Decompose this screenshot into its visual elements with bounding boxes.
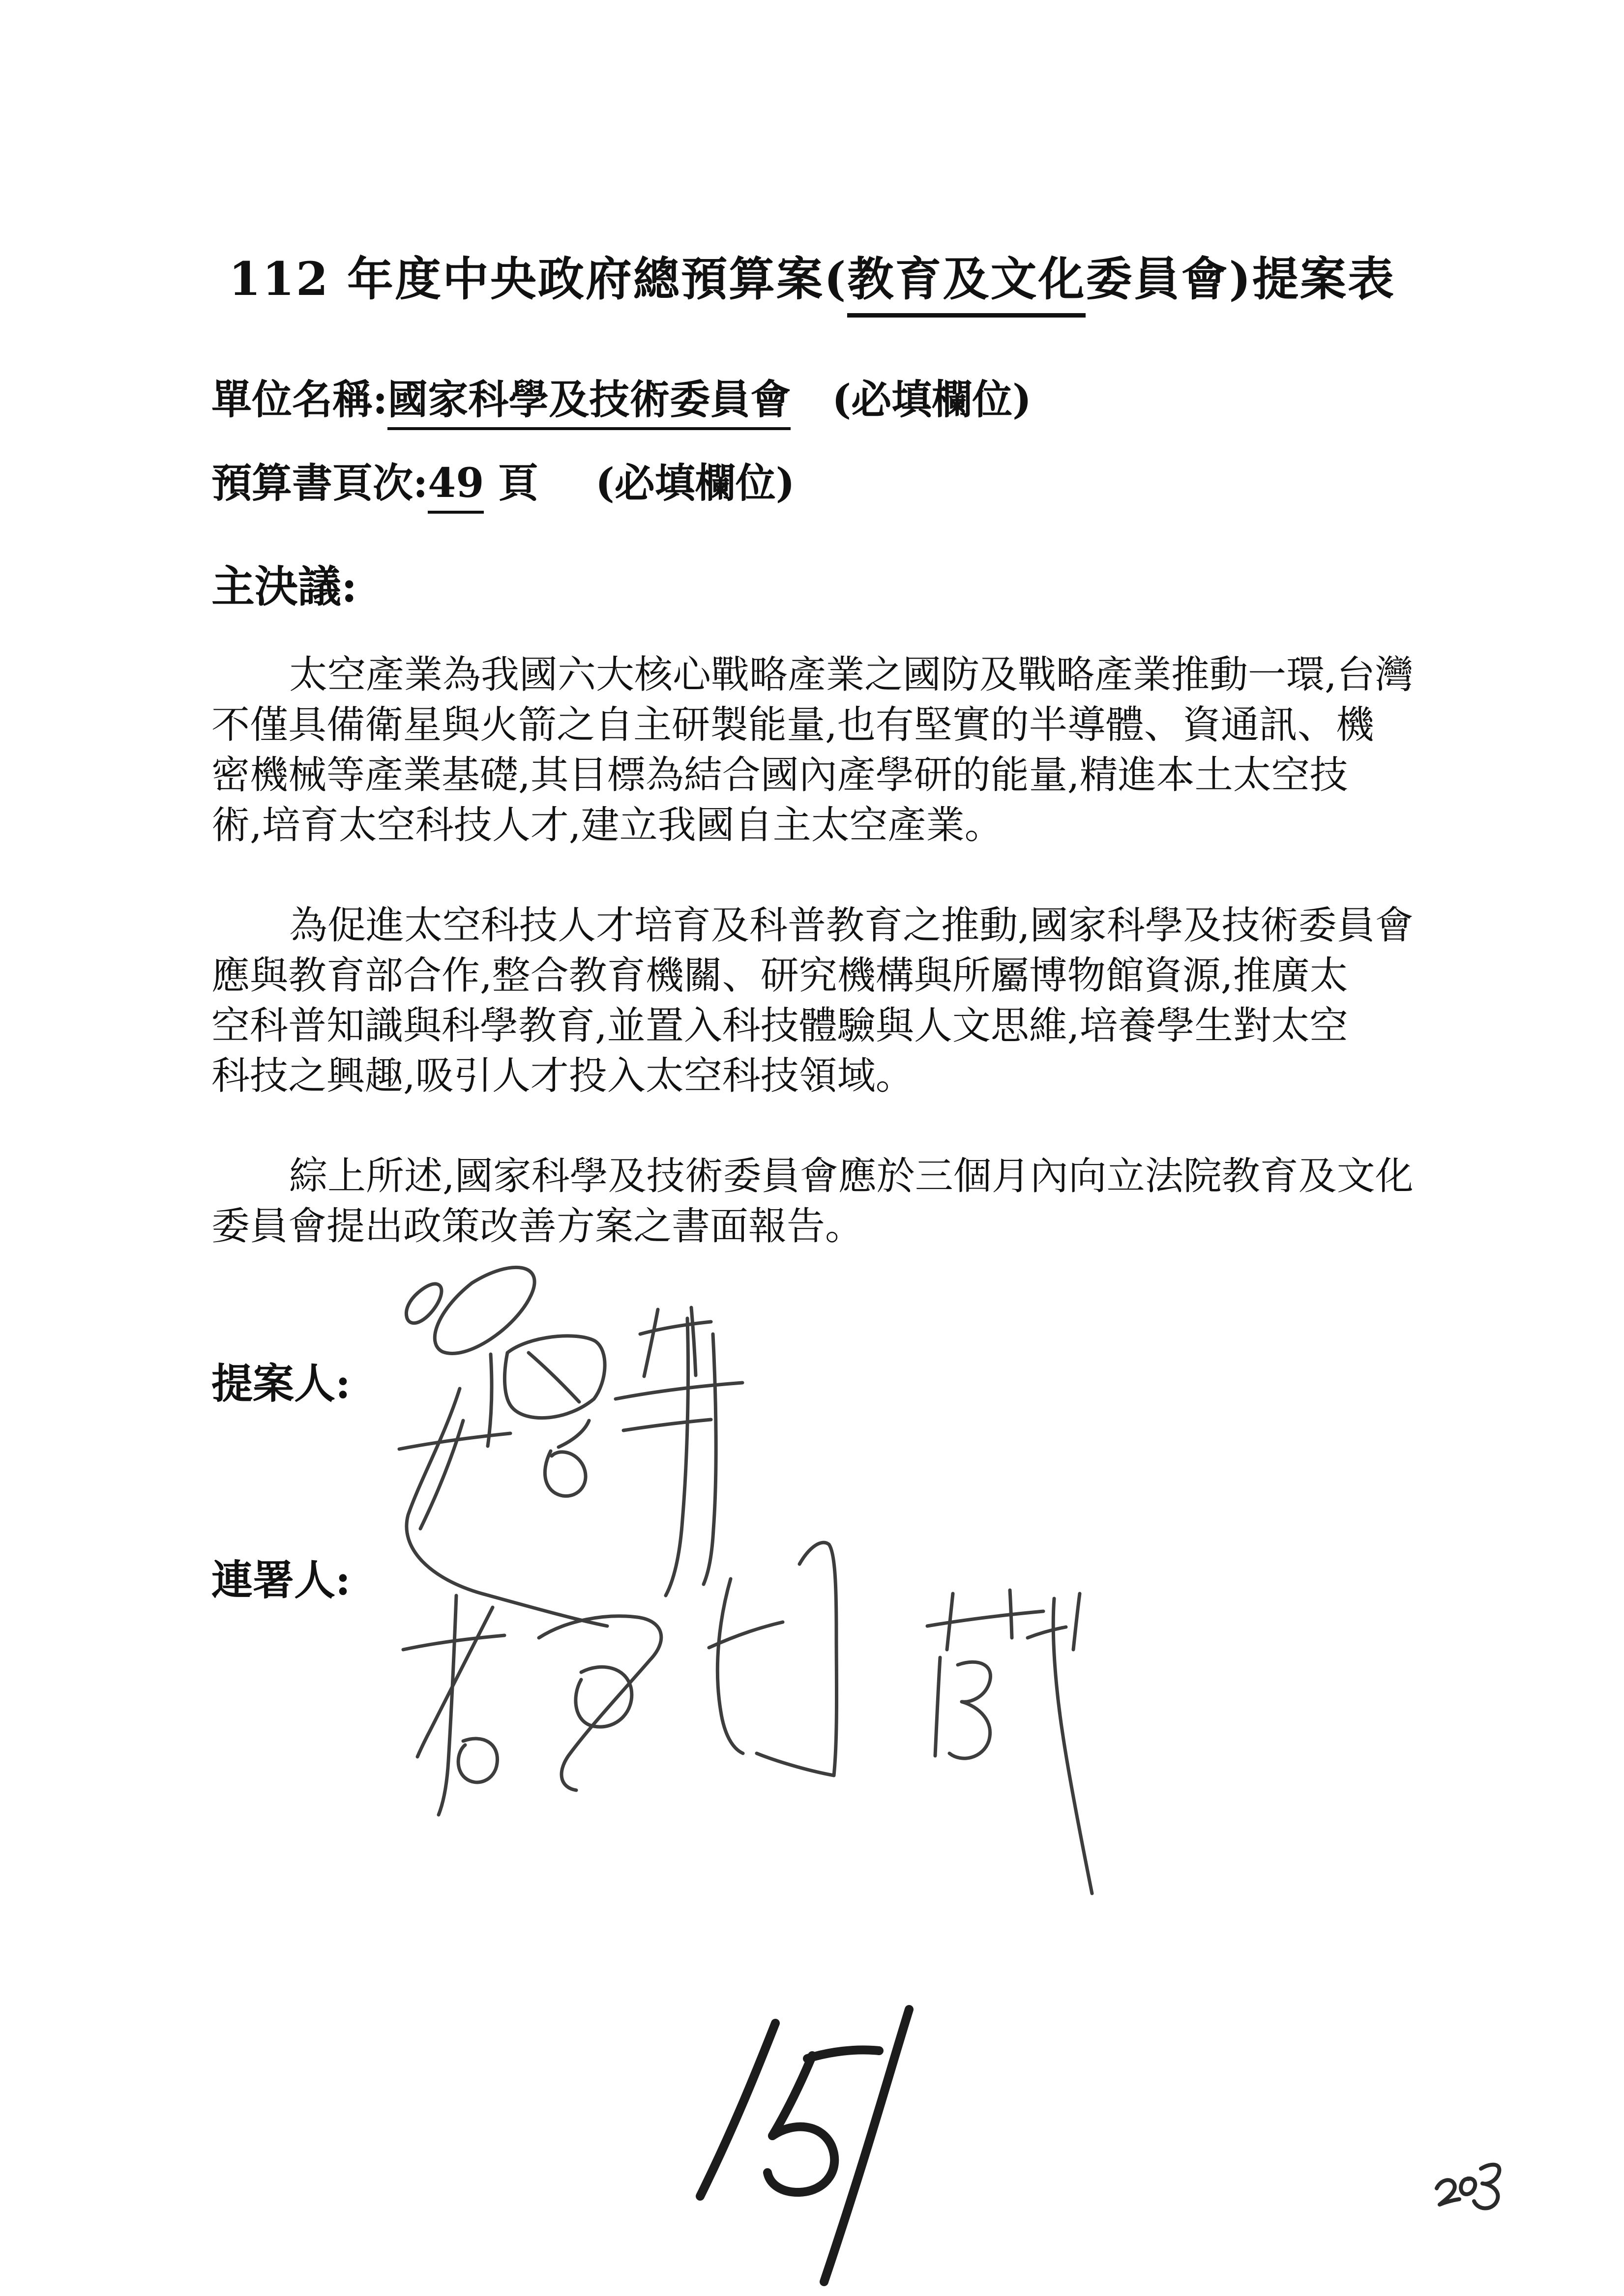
paragraph-line: 空科普知識與科學教育,並置入科技體驗與人文思維,培養學生對太空 — [211, 1004, 1348, 1048]
title-underlined-committee: 教育及文化 — [847, 252, 1086, 318]
unit-name-row — [211, 368, 1032, 425]
handwritten-number-151 — [679, 1995, 949, 2296]
handwritten-signatures — [320, 1204, 1180, 1942]
budget-page-unit: 頁 — [484, 460, 538, 507]
paragraph-line: 為促進太空科技人才培育及科普教育之推動,國家科學及技術委員會 — [289, 903, 1414, 948]
paragraph-line: 密機械等產業基礎,其目標為結合國內產學研的能量,精進本土太空技 — [211, 753, 1348, 797]
page-required-note: (必填欄位) — [595, 460, 795, 507]
budget-page-value: 49 — [428, 460, 484, 514]
title-suffix: 委員會)提案表 — [1086, 252, 1395, 306]
paragraph-line: 綜上所述,國家科學及技術委員會應於三個月內向立法院教育及文化 — [289, 1154, 1414, 1198]
unit-name-value: 國家科學及技術委員會 — [387, 376, 791, 430]
paragraph-line: 術,培育太空科技人才,建立我國自主太空產業。 — [211, 803, 1003, 847]
resolution-heading: 主決議: — [211, 561, 357, 612]
page-title — [0, 242, 1624, 308]
budget-page-row — [211, 451, 795, 509]
handwritten-number-203 — [1420, 2157, 1523, 2231]
digit-strokes-151 — [700, 2009, 909, 2282]
budget-page-label: 預算書頁次: — [211, 460, 428, 507]
paragraph-line: 委員會提出政策改善方案之書面報告。 — [211, 1204, 864, 1249]
proposer-label: 提案人: — [211, 1359, 351, 1408]
paragraph-line: 太空產業為我國六大核心戰略產業之國防及戰略產業推動一環,台灣 — [289, 653, 1414, 697]
resolution-paragraph-1 — [211, 650, 1431, 850]
cosigner-signature-1 — [403, 1542, 837, 1815]
paragraph-line: 不僅具備衛星與火箭之自主研製能量,也有堅實的半導體、資通訊、機 — [211, 703, 1374, 747]
unit-name-label: 單位名稱: — [211, 376, 388, 423]
digit-strokes-203 — [1437, 2165, 1499, 2209]
resolution-paragraph-2 — [211, 901, 1431, 1101]
cosigner-label: 連署人: — [211, 1556, 351, 1604]
title-prefix: 112 年度中央政府總預算案( — [229, 252, 848, 306]
paragraph-line: 應與教育部合作,整合教育機關、研究機構與所屬博物館資源,推廣太 — [211, 954, 1348, 998]
paragraph-line: 科技之興趣,吸引人才投入太空科技領域。 — [211, 1054, 914, 1098]
proposer-signature — [399, 1267, 742, 1626]
cosigner-signature-2 — [927, 1590, 1092, 1893]
unit-required-note: (必填欄位) — [832, 376, 1032, 423]
